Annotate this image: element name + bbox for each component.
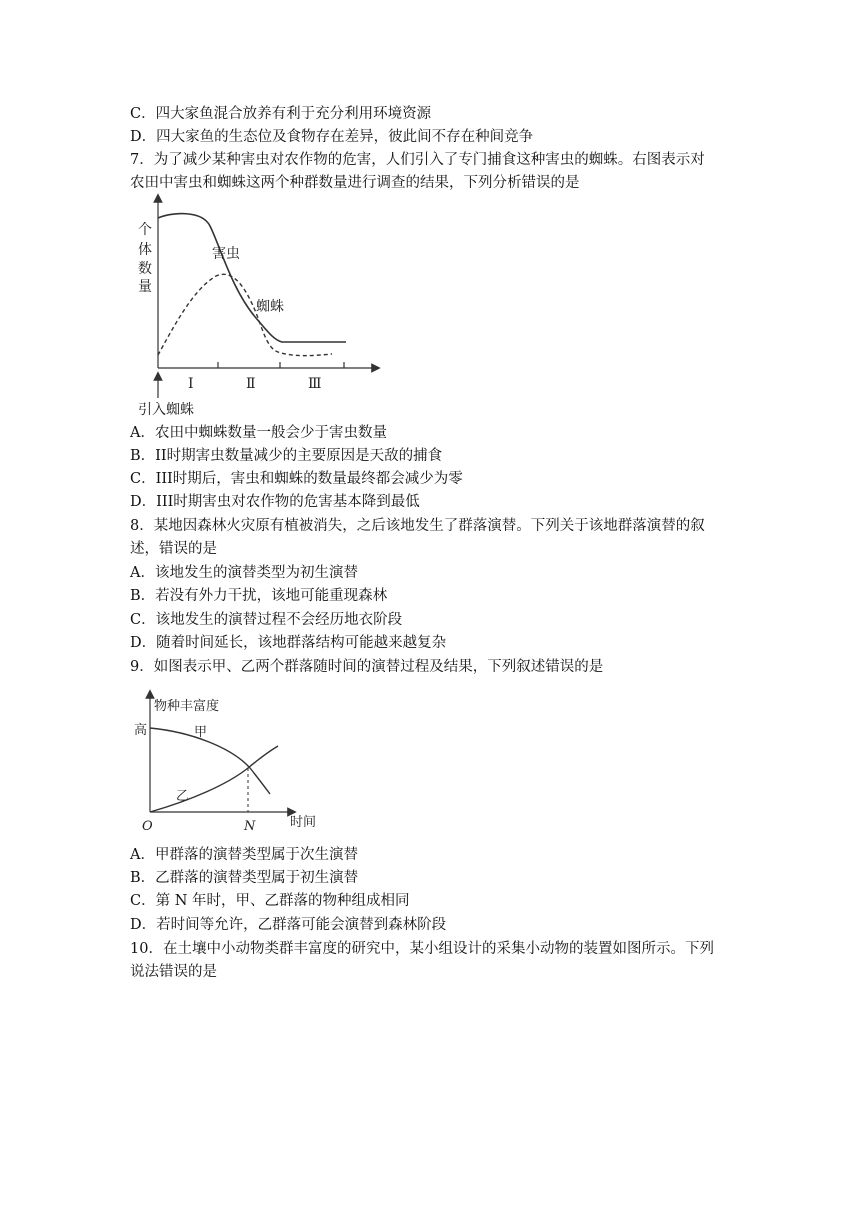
option-6d: D．四大家鱼的生态位及食物存在差异，彼此间不存在种间竞争 (130, 129, 534, 145)
x-axis-label: 时间 (290, 815, 317, 830)
option-9b: B．乙群落的演替类型属于初生演替 (130, 870, 359, 886)
option-7b: B．II时期害虫数量减少的主要原因是天敌的捕食 (130, 448, 443, 464)
question-8-stem: 8．某地因森林火灾原有植被消失，之后该地发生了群落演替。下列关于该地群落演替的叙 (130, 518, 705, 534)
spider-curve (158, 274, 332, 355)
y-label-char: 量 (138, 279, 152, 295)
option-7d: D．III时期害虫对农作物的危害基本降到最低 (130, 494, 420, 510)
option-8b: B．若没有外力干扰，该地可能重现森林 (130, 588, 388, 604)
pest-curve (158, 214, 346, 342)
population-figure (132, 190, 392, 420)
origin-label: O (142, 819, 153, 834)
jia-label: 甲 (194, 725, 208, 740)
intro-label: 引入蜘蛛 (138, 402, 194, 418)
y-axis-label: 物种丰富度 (154, 699, 220, 714)
n-label: N (244, 819, 256, 834)
question-10-stem: 10．在土壤中小动物类群丰富度的研究中，某小组设计的采集小动物的装置如图所示。下列 (130, 941, 714, 957)
y-label-char: 数 (138, 261, 152, 277)
option-9c: C．第 N 年时，甲、乙群落的物种组成相同 (130, 893, 410, 909)
question-9-stem: 9．如图表示甲、乙两个群落随时间的演替过程及结果，下列叙述错误的是 (130, 659, 604, 675)
option-9d: D．若时间等允许，乙群落可能会演替到森林阶段 (130, 917, 447, 933)
succession-figure (132, 688, 332, 838)
yi-label: 乙 (176, 789, 190, 804)
option-7a: A．农田中蜘蛛数量一般会少于害虫数量 (130, 425, 387, 441)
option-9a: A．甲群落的演替类型属于次生演替 (130, 847, 358, 863)
option-6c: C．四大家鱼混合放养有利于充分利用环境资源 (130, 106, 432, 122)
option-8c: C．该地发生的演替过程不会经历地衣阶段 (130, 612, 403, 628)
question-7-stem: 7．为了减少某种害虫对农作物的危害，人们引入了专门捕食这种害虫的蜘蛛。右图表示对 (130, 152, 705, 168)
period-label: Ⅰ (188, 376, 194, 392)
period-label: Ⅲ (308, 376, 322, 392)
jia-curve (150, 728, 270, 794)
spider-label: 蜘蛛 (256, 299, 284, 315)
pest-label: 害虫 (212, 246, 240, 262)
question-10-stem-cont: 说法错误的是 (130, 964, 217, 980)
option-7c: C．III时期后，害虫和蜘蛛的数量最终都会减少为零 (130, 471, 463, 487)
high-label: 高 (134, 723, 148, 738)
y-label-char: 个 (138, 222, 152, 238)
question-7-stem-cont: 农田中害虫和蜘蛛这两个种群数量进行调查的结果，下列分析错误的是 (130, 175, 580, 191)
question-8-stem-cont: 述，错误的是 (130, 541, 217, 557)
option-8a: A．该地发生的演替类型为初生演替 (130, 565, 358, 581)
option-8d: D．随着时间延长，该地群落结构可能越来越复杂 (130, 635, 447, 651)
period-label: Ⅱ (246, 376, 256, 392)
y-label-char: 体 (138, 242, 152, 258)
